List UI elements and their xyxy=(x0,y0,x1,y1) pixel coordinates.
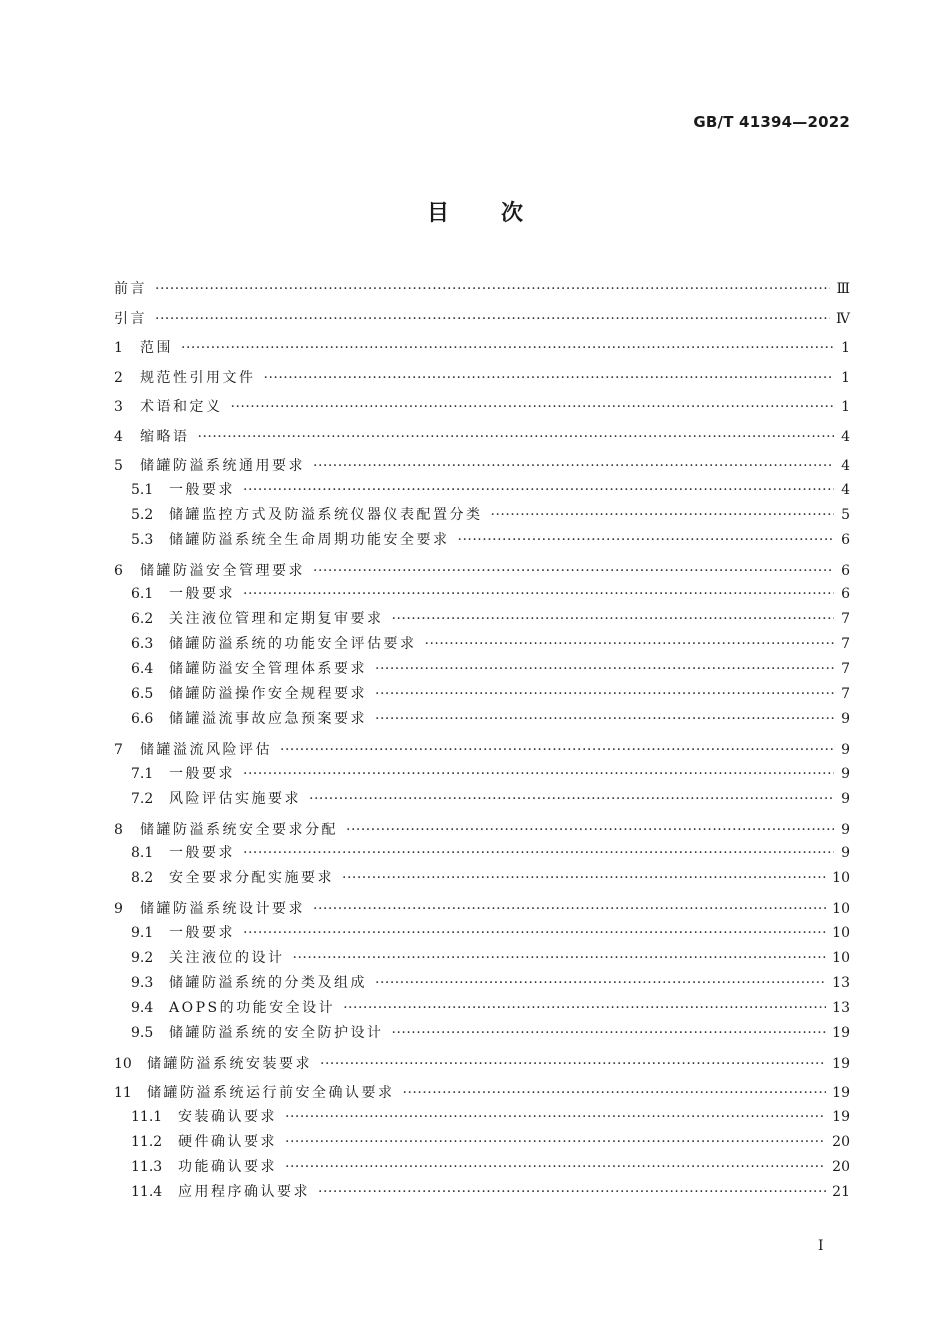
dot-leader xyxy=(392,1021,827,1046)
toc-entry[interactable] xyxy=(114,528,850,553)
toc-entry-label: 一般要求 xyxy=(169,481,235,498)
toc-entry-number: 2 xyxy=(114,369,123,386)
dot-leader xyxy=(392,607,835,632)
toc-entry-number: 6.1 xyxy=(131,586,154,602)
toc-entry-label: 储罐防溢系统运行前安全确认要求 xyxy=(147,1085,395,1101)
toc-entry-page: Ⅲ xyxy=(836,281,850,297)
toc-entry-label: 一般要求 xyxy=(169,924,235,941)
dot-leader xyxy=(375,971,826,996)
toc-entry[interactable] xyxy=(114,657,850,682)
toc-entry-label: 一般要求 xyxy=(169,765,235,782)
toc-entry[interactable] xyxy=(114,364,850,394)
toc-entry-number: 9.3 xyxy=(131,974,154,991)
toc-entry-page: 7 xyxy=(841,661,850,677)
toc-entry-label: 关注液位的设计 xyxy=(169,949,285,966)
toc-entry-page: 9 xyxy=(841,821,850,838)
toc-entry-page: 9 xyxy=(841,742,850,758)
toc-entry-page: 7 xyxy=(841,636,850,652)
toc-entry[interactable] xyxy=(114,841,850,866)
toc-entry[interactable] xyxy=(114,275,850,305)
toc-entry-label: 储罐溢流事故应急预案要求 xyxy=(169,711,367,727)
toc-entry-number: 9.5 xyxy=(131,1024,154,1041)
toc-entry[interactable] xyxy=(114,1155,850,1180)
toc-entry[interactable] xyxy=(114,503,850,528)
dot-leader xyxy=(243,921,826,946)
toc-entry-page: 1 xyxy=(841,340,850,356)
toc-entry-page: 6 xyxy=(841,562,850,579)
toc-entry-page: 13 xyxy=(832,974,850,991)
toc-entry-label: 储罐防溢系统全生命周期功能安全要求 xyxy=(169,531,450,548)
toc-entry-page: 19 xyxy=(832,1108,850,1125)
toc-entry-number: 5.3 xyxy=(131,531,154,548)
toc-entry[interactable] xyxy=(114,787,850,812)
toc-entry-page: 10 xyxy=(832,901,850,917)
dot-leader xyxy=(285,1155,826,1180)
toc-entry[interactable] xyxy=(114,866,850,891)
toc-entry-label: 关注液位管理和定期复审要求 xyxy=(169,611,384,627)
toc-entry-page: 10 xyxy=(832,870,850,886)
toc-entry-page: 4 xyxy=(841,428,850,445)
toc-entry-number: 6.4 xyxy=(131,661,154,677)
toc-entry[interactable] xyxy=(114,707,850,732)
dot-leader xyxy=(231,393,835,423)
dot-leader xyxy=(181,334,834,364)
toc-entry-label: 安全要求分配实施要求 xyxy=(169,870,334,886)
dot-leader xyxy=(243,762,834,787)
toc-entry-page: 7 xyxy=(841,611,850,627)
toc-entry-label: 缩略语 xyxy=(140,428,190,445)
toc-entry-page: 4 xyxy=(841,481,850,498)
toc-entry-number: 3 xyxy=(114,399,123,415)
dot-leader xyxy=(285,1130,826,1155)
toc-entry[interactable] xyxy=(114,1105,850,1130)
toc-entry-number: 11.2 xyxy=(131,1133,163,1150)
toc-entry-number: 11 xyxy=(114,1085,132,1101)
dot-leader xyxy=(425,632,835,657)
page-number: I xyxy=(818,1238,824,1254)
toc-title: 目次 xyxy=(426,201,575,226)
toc-entry-label: 术语和定义 xyxy=(140,399,223,415)
toc-entry-number: 6.3 xyxy=(131,636,154,652)
dot-leader xyxy=(155,275,830,305)
toc-entry-page: 6 xyxy=(841,531,850,548)
toc-entry-page: 13 xyxy=(832,999,850,1016)
toc-entry-number: 9.2 xyxy=(131,949,154,966)
toc-entry-label: 储罐防溢系统的功能安全评估要求 xyxy=(169,636,417,652)
toc-entry-page: 19 xyxy=(832,1024,850,1041)
toc-entry[interactable] xyxy=(114,478,850,503)
dot-leader xyxy=(243,478,834,503)
toc-entry-label: 范围 xyxy=(140,340,173,356)
toc-entry-number: 10 xyxy=(114,1055,132,1072)
toc-entry[interactable] xyxy=(114,305,850,335)
toc-entry-number: 11.3 xyxy=(131,1158,163,1175)
dot-leader xyxy=(318,1180,826,1205)
dot-leader xyxy=(375,682,834,707)
toc-entry[interactable] xyxy=(114,334,850,364)
toc-entry-number: 1 xyxy=(114,340,123,356)
toc-entry-number: 5.1 xyxy=(131,481,154,498)
toc-entry-label: 储罐防溢系统的分类及组成 xyxy=(169,974,367,991)
toc-entry[interactable] xyxy=(114,1130,850,1155)
toc-entry-page: 9 xyxy=(841,711,850,727)
toc-entry-label: 储罐防溢系统通用要求 xyxy=(140,458,305,474)
toc-entry-number: 8.2 xyxy=(131,870,154,886)
dot-leader xyxy=(293,946,827,971)
toc-entry-number: 6 xyxy=(114,562,123,579)
toc-entry-label: 储罐监控方式及防溢系统仪器仪表配置分类 xyxy=(169,506,483,523)
toc-entry-number: 11.4 xyxy=(131,1183,163,1200)
standard-code: GB/T 41394—2022 xyxy=(693,113,850,131)
dot-leader xyxy=(243,841,834,866)
toc-entry-label: 储罐防溢系统安全要求分配 xyxy=(140,821,338,838)
toc-entry[interactable] xyxy=(114,762,850,787)
dot-leader xyxy=(375,707,834,732)
toc-entry[interactable] xyxy=(114,1050,850,1080)
toc-entry[interactable] xyxy=(114,632,850,657)
toc-entry-page: 9 xyxy=(841,845,850,861)
toc-entry-label: 硬件确认要求 xyxy=(178,1133,277,1150)
toc-entry-page: 20 xyxy=(832,1158,850,1175)
toc-entry[interactable] xyxy=(114,1021,850,1046)
toc-entry[interactable] xyxy=(114,607,850,632)
toc-entry[interactable] xyxy=(114,393,850,423)
toc-entry-page: 19 xyxy=(832,1055,850,1072)
toc-entry-page: 7 xyxy=(841,686,850,702)
toc-entry-number: 9 xyxy=(114,901,123,917)
toc-entry-number: 4 xyxy=(114,428,123,445)
toc-entry[interactable] xyxy=(114,582,850,607)
toc-entry-label: AOPS的功能安全设计 xyxy=(169,999,336,1016)
toc-entry-label: 规范性引用文件 xyxy=(140,369,256,386)
table-of-contents xyxy=(114,275,850,1205)
toc-entry-number: 8 xyxy=(114,821,123,838)
toc-entry-number: 6.5 xyxy=(131,686,154,702)
toc-entry-number: 9.1 xyxy=(131,924,154,941)
toc-entry-label: 应用程序确认要求 xyxy=(178,1183,310,1200)
toc-entry-label: 安装确认要求 xyxy=(178,1108,277,1125)
toc-entry-number: 8.1 xyxy=(131,845,154,861)
toc-entry-page: 10 xyxy=(832,949,850,966)
toc-entry-label: 前言 xyxy=(114,281,147,297)
dot-leader xyxy=(198,423,835,453)
toc-entry[interactable] xyxy=(114,996,850,1021)
dot-leader xyxy=(309,787,834,812)
toc-entry-number: 7.2 xyxy=(131,790,154,807)
toc-entry-label: 风险评估实施要求 xyxy=(169,790,301,807)
toc-entry-page: 1 xyxy=(841,369,850,386)
dot-leader xyxy=(320,1050,826,1080)
toc-entry-number: 5 xyxy=(114,458,123,474)
toc-entry-page: 4 xyxy=(841,458,850,474)
toc-entry-page: 9 xyxy=(841,765,850,782)
dot-leader xyxy=(264,364,835,394)
toc-entry-page: 6 xyxy=(841,586,850,602)
toc-entry-number: 7.1 xyxy=(131,765,154,782)
toc-entry-label: 一般要求 xyxy=(169,586,235,602)
toc-entry-label: 储罐防溢系统安装要求 xyxy=(147,1055,312,1072)
toc-entry-page: 1 xyxy=(841,399,850,415)
toc-entry-label: 储罐防溢安全管理体系要求 xyxy=(169,661,367,677)
toc-entry-page: Ⅳ xyxy=(836,310,850,327)
toc-entry-page: 9 xyxy=(841,790,850,807)
toc-entry-label: 功能确认要求 xyxy=(178,1158,277,1175)
toc-entry-number: 11.1 xyxy=(131,1108,163,1125)
toc-entry-label: 储罐防溢系统设计要求 xyxy=(140,901,305,917)
toc-entry[interactable] xyxy=(114,971,850,996)
toc-entry-label: 储罐溢流风险评估 xyxy=(140,742,272,758)
toc-entry[interactable] xyxy=(114,921,850,946)
dot-leader xyxy=(155,305,830,335)
toc-entry-number: 6.2 xyxy=(131,611,154,627)
dot-leader xyxy=(285,1105,826,1130)
dot-leader xyxy=(458,528,835,553)
dot-leader xyxy=(343,996,826,1021)
dot-leader xyxy=(342,866,826,891)
toc-entry-page: 19 xyxy=(832,1085,850,1101)
toc-entry-number: 6.6 xyxy=(131,711,154,727)
toc-entry[interactable] xyxy=(114,423,850,453)
toc-entry-label: 储罐防溢安全管理要求 xyxy=(140,562,305,579)
toc-entry-label: 一般要求 xyxy=(169,845,235,861)
toc-entry[interactable] xyxy=(114,946,850,971)
dot-leader xyxy=(243,582,834,607)
toc-entry-label: 储罐防溢操作安全规程要求 xyxy=(169,686,367,702)
toc-entry[interactable] xyxy=(114,682,850,707)
toc-entry[interactable] xyxy=(114,1180,850,1205)
toc-entry-page: 10 xyxy=(832,924,850,941)
dot-leader xyxy=(491,503,835,528)
toc-entry-page: 21 xyxy=(832,1183,850,1200)
toc-entry-label: 储罐防溢系统的安全防护设计 xyxy=(169,1024,384,1041)
dot-leader xyxy=(375,657,834,682)
toc-entry-number: 7 xyxy=(114,742,123,758)
toc-entry-number: 9.4 xyxy=(131,999,154,1016)
toc-entry-number: 5.2 xyxy=(131,506,154,523)
toc-entry-page: 5 xyxy=(841,506,850,523)
toc-entry-label: 引言 xyxy=(114,310,147,327)
toc-entry-page: 20 xyxy=(832,1133,850,1150)
